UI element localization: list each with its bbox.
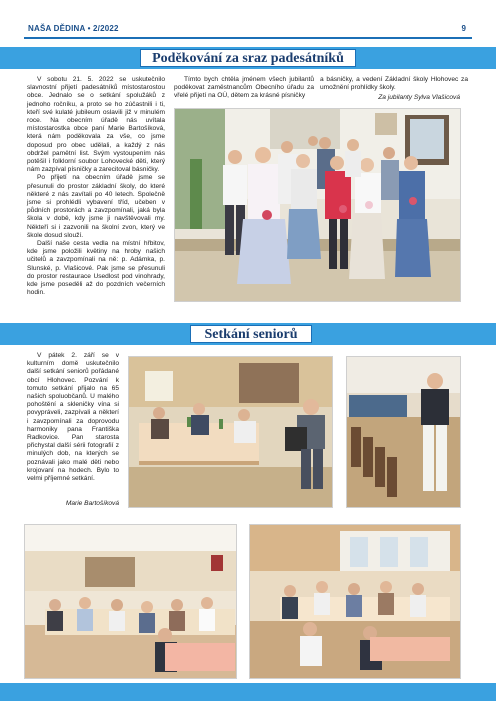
footer-bar — [0, 683, 496, 701]
section-title-seniors: Setkání seniorů — [204, 327, 298, 342]
group-photo-image — [175, 109, 461, 302]
seniors-photo-hall-left — [24, 524, 237, 679]
article-column-3 — [320, 76, 468, 92]
section-title-bar — [0, 47, 496, 69]
group-photo — [174, 108, 461, 302]
paragraph: V pátek 2. září se v kulturním domě uskutečnilo další setkání seniorů pořádané obcí Hlohovec. Pozvání k tomuto setkání přijalo na 65 našich spoluobčanů. U malého pohoštění a skleničky vína si povypráveli, zazpívali a některí i zavzpomínali za doprovodu harmoniky pana Františka Radkovice. Pan starosta přichystal další sérii fotografií z minulých dob, na kterých se poznávali jako malé děti nebo krojovaní na hodech. Bylo to velmi příjemné setkání. — [27, 352, 119, 483]
page-header — [0, 0, 496, 38]
seniors-photo-accordion — [128, 356, 333, 508]
magazine-issue: NAŠA DĚDINA • 2/2022 — [28, 24, 119, 33]
paragraph: a básničky, a vedení Základní školy Hlohovec za umožnění prohlídky školy. — [320, 76, 468, 92]
seniors-photo-hall-right-image — [250, 525, 461, 679]
paragraph: Další naše cesta vedla na místní hřbitov, kde jsme položili květiny na hroby našich učitelů a zavzpomínali na ně: p. Adámka, p. Slunské, p. Vlašicové. Pak jsme se přesunuli do prostor restaurace Usedlost pod vinohrady, kde jsme poseděli až do pozdních večerních hodin. — [27, 240, 165, 297]
paragraph: Po přijetí na obecním úřadě jsme se přesunuli do prostor základní školy, do které některé z nás zavítali po 40 letech. Společně jsme si prohlédli vybavení tříd, učeben v půdních prostorách a zavzpomínali, jaká byla škola v době, kdy jsme ji navštěvovali my. Někteří si i zazvonili na školní zvon, který ve škole dosud slouží. — [27, 174, 165, 239]
article-column-2 — [174, 76, 314, 101]
seniors-photo-speaker — [346, 356, 461, 508]
seniors-photo-hall-right — [249, 524, 461, 679]
article-column-1 — [27, 76, 165, 297]
section-title-box — [190, 325, 312, 343]
page-number: 9 — [461, 24, 466, 33]
paragraph: V sobotu 21. 5. 2022 se uskutečnilo slavnostní přijetí padesátníků místostarostou obce. Jednalo se o setkání spolužáků z jednoho ročníku, a proto se ho zúčastnili i ti, kteří své kulaté jubileum oslavili již v minulém roce. Na obecním úřadě nás uvítala místostarostka obce paní Marie Bartošíková, která nám poděkovala za vše, co jsme doposud pro obec udělali, a každý z nás obdržel pamětní list. Svým vystoupením nás potěšil i folklorní soubor Lohovecké děti, který nám zazpíval písničky a zarecitoval básničky. — [27, 76, 165, 174]
header-rule — [24, 37, 472, 39]
section-title-box — [140, 49, 356, 67]
signature: Marie Bartošíková — [65, 500, 119, 507]
article-seniors-text — [27, 352, 119, 483]
section-title-reunion: Poděkování za sraz padesátníků — [152, 51, 344, 66]
signature: Za jubilanty Sylva Vlašicová — [378, 94, 460, 101]
section-title-bar — [0, 323, 496, 345]
seniors-photo-hall-left-image — [25, 525, 237, 679]
seniors-photo-speaker-image — [347, 357, 461, 508]
seniors-photo-accordion-image — [129, 357, 333, 508]
paragraph: Tímto bych chtěla jménem všech jubilantů poděkovat zaměstnancům Obecního úřadu za vřelé přijetí na OÚ, dětem za krásné písničky — [174, 76, 314, 100]
